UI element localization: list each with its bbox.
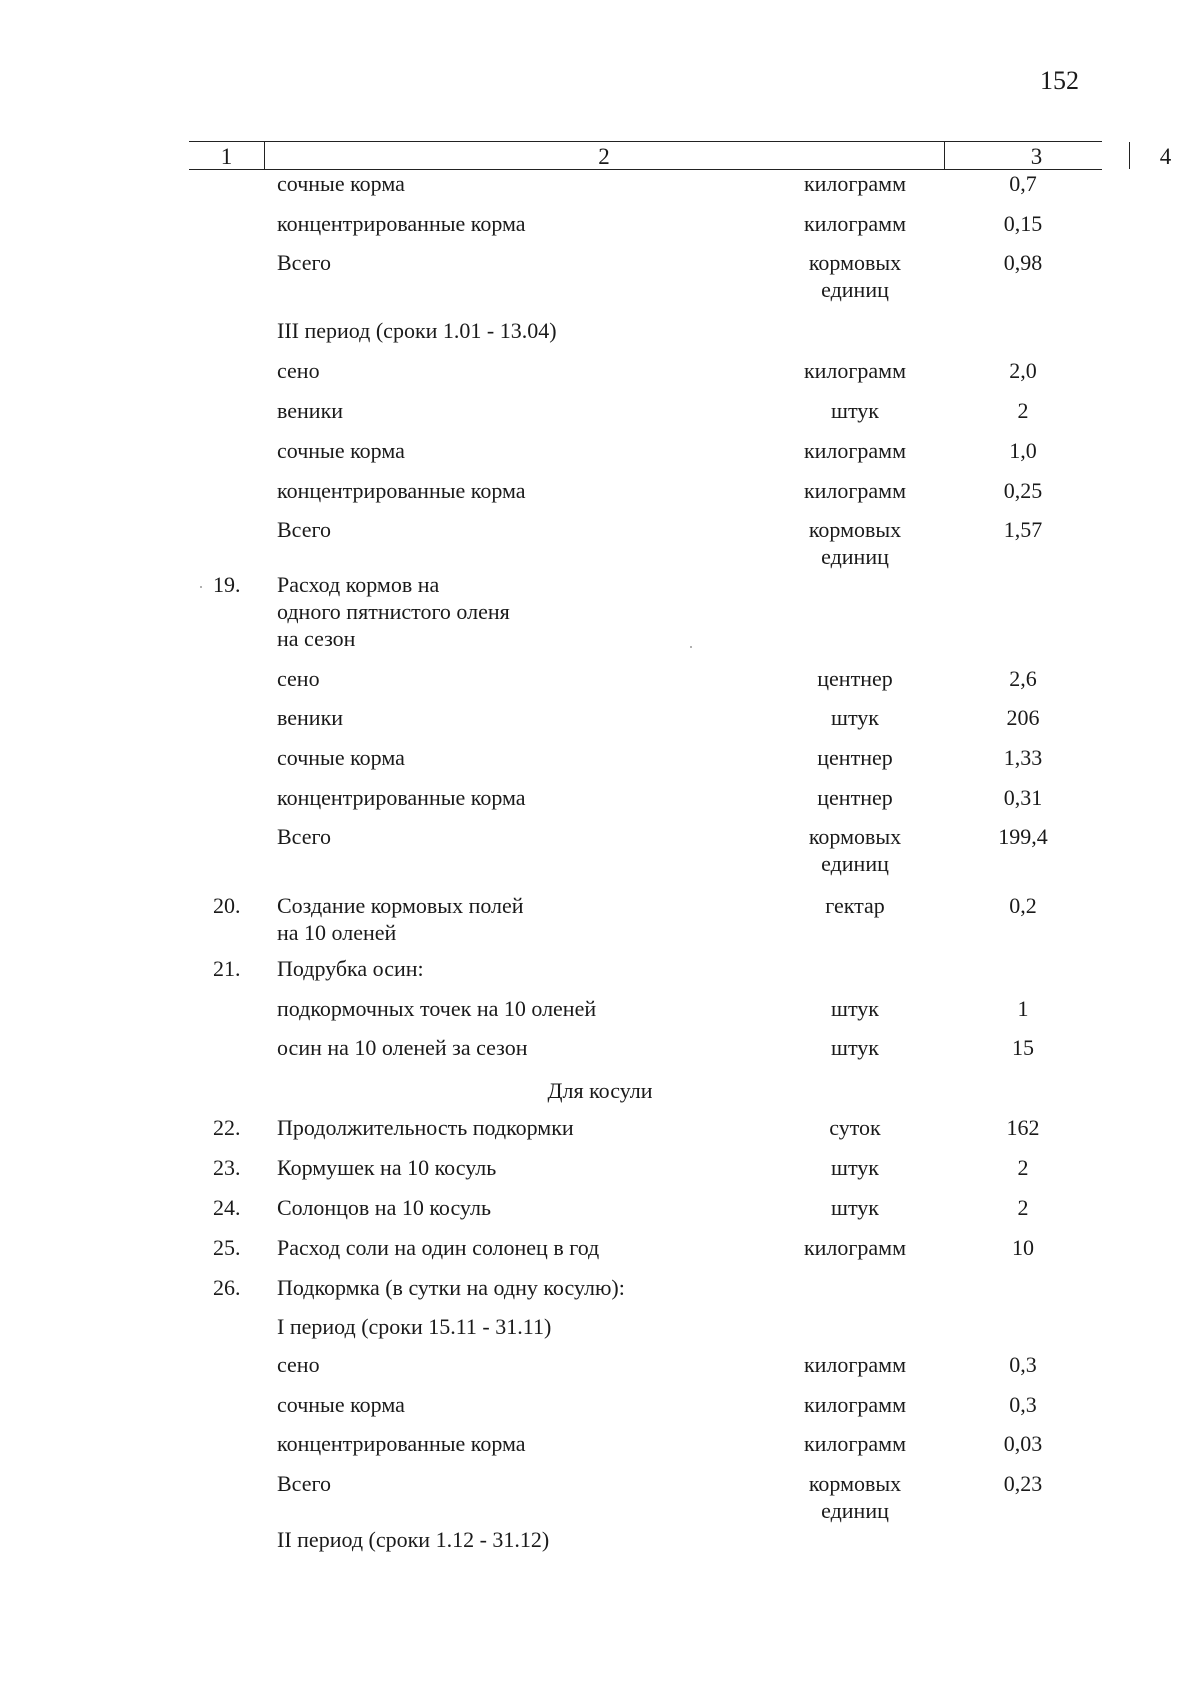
section-title: Для косули (547, 1078, 653, 1103)
item-value: 1,33 (1003, 745, 1043, 770)
item-description: сочные корма (277, 171, 405, 196)
item-value: 2 (1017, 398, 1029, 423)
item-description: концентрированные корма (277, 478, 526, 503)
item-number: 20. (213, 893, 241, 918)
item-unit: суток (829, 1115, 881, 1140)
item-description: концентрированные корма (277, 211, 526, 236)
item-unit: центнер (817, 745, 893, 770)
item-value: 1,57 (1003, 517, 1043, 542)
item-description: Солонцов на 10 косуль (277, 1195, 491, 1220)
item-unit: килограмм (803, 478, 907, 503)
item-value: 0,31 (1003, 785, 1043, 810)
item-value: 162 (1006, 1115, 1040, 1140)
item-value: 2 (1017, 1155, 1029, 1180)
item-value: 0,2 (1009, 893, 1037, 918)
item-unit: килограмм (803, 211, 907, 236)
item-number: 26. (213, 1275, 241, 1300)
item-unit: кормовых единиц (808, 250, 902, 302)
item-value: 0,25 (1003, 478, 1043, 503)
item-description: Продолжительность подкормки (277, 1115, 574, 1140)
item-description: осин на 10 оленей за сезон (277, 1035, 528, 1060)
item-description: Подрубка осин: (277, 956, 424, 981)
item-description: концентрированные корма (277, 785, 526, 810)
item-unit: центнер (817, 666, 893, 691)
page-number: 152 (1040, 66, 1079, 95)
item-value: 1,0 (1009, 438, 1037, 463)
item-unit: килограмм (803, 1352, 907, 1377)
item-description: концентрированные корма (277, 1431, 526, 1456)
item-number: 24. (213, 1195, 241, 1220)
item-unit: штук (831, 1035, 879, 1060)
item-unit: штук (831, 705, 879, 730)
item-unit: штук (831, 398, 879, 423)
item-value: 206 (1006, 705, 1040, 730)
item-description: сочные корма (277, 438, 405, 463)
item-unit: килограмм (803, 1431, 907, 1456)
item-number: 21. (213, 956, 241, 981)
item-description: сочные корма (277, 1392, 405, 1417)
item-description: подкормочных точек на 10 оленей (277, 996, 597, 1021)
item-unit: штук (831, 1155, 879, 1180)
item-value: 2 (1017, 1195, 1029, 1220)
item-description: сено (277, 1352, 320, 1377)
item-unit: килограмм (803, 438, 907, 463)
item-value: 0,23 (1003, 1471, 1043, 1496)
item-description: Расход кормов на одного пятнистого оленя на сезон (277, 572, 510, 651)
item-value: 0,03 (1003, 1431, 1043, 1456)
item-unit: килограмм (803, 1235, 907, 1260)
scan-speck (200, 586, 202, 588)
item-description: III период (сроки 1.01 - 13.04) (277, 318, 557, 343)
item-unit: штук (831, 1195, 879, 1220)
item-description: веники (277, 705, 344, 730)
item-unit: гектар (825, 893, 885, 918)
column-number-1: 1 (189, 142, 265, 169)
item-description: Всего (277, 517, 331, 542)
item-unit: центнер (817, 785, 893, 810)
item-description: сочные корма (277, 745, 405, 770)
item-description: Кормушек на 10 косуль (277, 1155, 497, 1180)
item-value: 2,0 (1009, 358, 1037, 383)
item-unit: штук (831, 996, 879, 1021)
item-unit: килограмм (803, 171, 907, 196)
item-value: 15 (1012, 1035, 1034, 1060)
item-value: 0,98 (1003, 250, 1043, 275)
item-description: I период (сроки 15.11 - 31.11) (277, 1314, 552, 1339)
item-description: веники (277, 398, 344, 423)
column-number-2: 2 (264, 142, 945, 169)
item-description: Всего (277, 250, 331, 275)
column-number-4: 4 (1159, 144, 1172, 169)
item-number: 25. (213, 1235, 241, 1260)
item-unit: килограмм (803, 358, 907, 383)
item-unit: кормовых единиц (808, 1471, 902, 1523)
item-description: Подкормка (в сутки на одну косулю): (277, 1275, 625, 1300)
column-number-3: 3 (944, 142, 1130, 169)
item-description: Всего (277, 1471, 331, 1496)
scan-speck (690, 646, 692, 648)
item-value: 10 (1012, 1235, 1034, 1260)
item-description: сено (277, 358, 320, 383)
item-number: 19. (213, 572, 241, 597)
item-unit: кормовых единиц (808, 824, 902, 876)
item-value: 0,7 (1009, 171, 1037, 196)
item-value: 1 (1017, 996, 1029, 1021)
item-unit: килограмм (803, 1392, 907, 1417)
item-description: сено (277, 666, 320, 691)
item-number: 22. (213, 1115, 241, 1140)
item-description: Создание кормовых полей на 10 оленей (277, 893, 524, 945)
item-unit: кормовых единиц (808, 517, 902, 569)
item-description: Всего (277, 824, 331, 849)
item-value: 0,3 (1009, 1352, 1037, 1377)
item-description: II период (сроки 1.12 - 31.12) (277, 1527, 550, 1552)
item-description: Расход соли на один солонец в год (277, 1235, 600, 1260)
item-value: 0,3 (1009, 1392, 1037, 1417)
item-value: 0,15 (1003, 211, 1043, 236)
item-number: 23. (213, 1155, 241, 1180)
item-value: 2,6 (1009, 666, 1037, 691)
item-value: 199,4 (998, 824, 1048, 849)
